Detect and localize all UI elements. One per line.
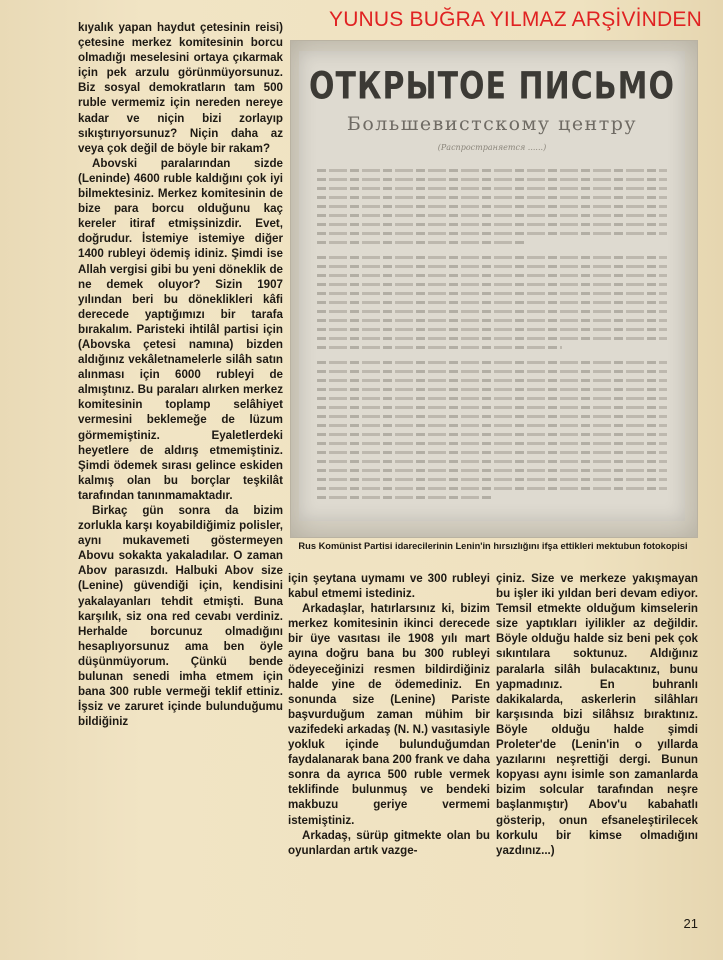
paragraph: Birkaç gün sonra da bizim zorlukla karşı koyabildiğimiz polisler, aynı mukavemeti göstermeyen Abovu sokakta yakaladılar. O zaman Abov parasızdı. Halbuki Abov size (Lenine) güvendiği için, kendisini yakalayanları tehdit etmişti. Buna karşılık, siz ona red cevabı verdiniz. Herhalde borcunuz olmadığını hesaplıyorsunuz ama ben öyle düşünmüyorum. Çünkü bende bulunan senedi imha etmem için bana 300 ruble vermeği teklif ettiniz. İşsiz ve zaruret içinde bulunduğumu bildiğiniz <box>78 504 283 729</box>
letter-title: ОТКРЫТОЕ ПИСЬМО <box>309 64 675 109</box>
paragraph: kıyalık yapan haydut çetesinin reisi) çetesine merkez komitesinin borcu olmadığı meselesini ortaya çıkarmak için pek arzulu görünmüyorsunuz. Biz sosyal demokratların tam 500 ruble vermemiz için nereden nereye kadar ve niçin bizi zorlayıp sıkıştırıyorsunuz? Niçin daha az veya çok değil de böyle bir rakam? <box>78 21 283 155</box>
text-column-middle <box>288 571 490 858</box>
letter-photocopy <box>290 40 698 538</box>
letter-sheet <box>299 51 685 521</box>
paragraph: çiniz. Size ve merkeze yakışmayan bu işler iki yıldan beri devam ediyor. Temsil etmekte olduğum kimselerin size yaptıkları iyilikler az değildir. Böyle olduğu halde siz beni pek çok sıkıntılara soktunuz. Aldığınız paralarla silâh bulacaktınız, bunu yapmadınız. En buhranlı dakikalarda, askerlerin silâhları karşısında bizi silâhsız bıraktınız. Böyle olduğu halde şimdi Proleter'de (Lenin'in o yıllarda yazılarını neşrettiği dergi. Bunun kopyası aynı isimle son zamanlarda bizim solcular tarafından neşre başlanmıştır) Abov'u kabahatlı gösterip, onun efsaneleştirilecek korkulu bir kimse olmadığını yazdınız...) <box>496 572 698 857</box>
paragraph: Arkadaşlar, hatırlarsınız ki, bizim merkez komitesinin ikinci derecede bir üye vasıtası ile 1908 yılı mart ayına doğru bana bu 300 rubleyi ödeyeceğinizi resmen bildirdiğiniz halde yine de ödemediniz. En sonunda size (Lenine) Pariste başvurduğum zaman mühim bir vazifedeki arkadaş (N. N.) vasıtasiyle yokluk içinde bulunduğumdan faydalanarak bana 200 frank ve daha sonra da ayrıca 500 ruble vermek teklifinde bulunmuş ve bendeki makbuzu geriye vermemi istemiştiniz. <box>288 602 490 827</box>
text-column-right <box>496 571 698 858</box>
text-column-left <box>78 20 283 729</box>
archive-watermark: YUNUS BUĞRA YILMAZ ARŞİVİNDEN <box>328 8 702 31</box>
page-number: 21 <box>683 916 698 931</box>
paragraph: için şeytana uymamı ve 300 rubleyi kabul etmemi istediniz. <box>288 572 490 601</box>
letter-subtitle: Большевистскому центру <box>346 113 638 135</box>
paragraph: Abovski paralarından sizde (Leninde) 4600 ruble kaldığını çok iyi bilmektesiniz. Merkez komitesinin de bize para borcu olduğunu kaç kereler itiraf etmişsinizdir. Evet, doğrudur. İstemiye istemiye diğer 1400 rubleyi ödemiş idiniz. Şimdi ise Allah vergisi gibi bu yeni döneklik de ne demek oluyor? Sizin 1907 yılından beri bu döneklikleri kâfi derecede yaptığımızı bir tarafa bırakalım. Paristeki ihtilâl partisi için (Abovska çetesi namına) bizden aldığınız vekâletnamelerle silâh satın alınması için 6000 rubleyi de almıştınız. Bu paraları alırken merkez komitesinin toplamp selâhiyet vermesini beklemeğe de lüzum görmemiştiniz. Eyaletlerdeki heyetlere de aldırış etmemiştiniz. Şimdi ödemek sırası gelince eskiden kalmış olan bu borçlar teşkilât tarafından tanınmamaktadır. <box>78 156 283 502</box>
paragraph: Arkadaş, sürüp gitmekte olan bu oyunlardan artık vazge- <box>288 828 490 857</box>
photo-caption: Rus Komünist Partisi idarecilerinin Lenin'in hırsızlığını ifşa ettikleri mektubun fotokopisi <box>298 541 688 551</box>
letter-body-illegible <box>317 169 667 505</box>
letter-note: (Распространяется ......) <box>437 143 547 152</box>
